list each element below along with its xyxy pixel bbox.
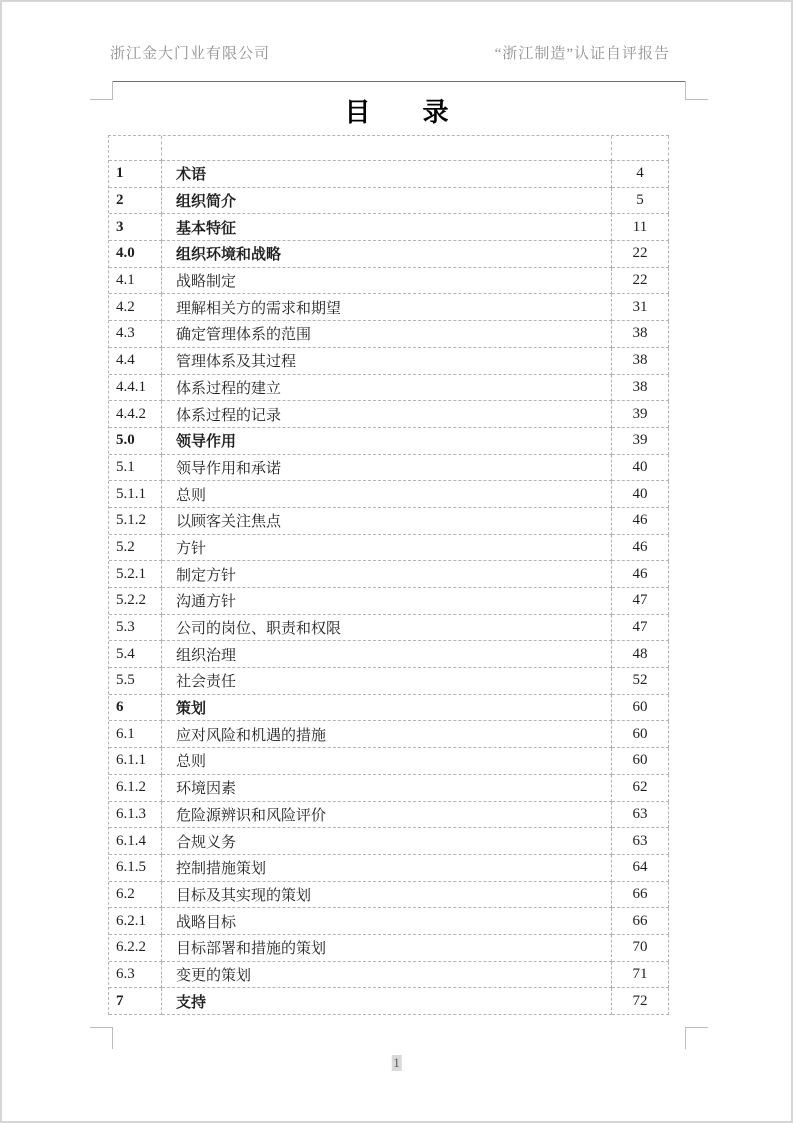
toc-row-page: 64 <box>612 855 669 882</box>
toc-empty-page-cell <box>612 136 669 161</box>
toc-row[interactable] <box>109 695 669 722</box>
toc-row-number: 6.1.3 <box>109 802 162 829</box>
toc-row[interactable] <box>109 188 669 215</box>
toc-row-title: 组织简介 <box>162 188 612 215</box>
margin-mark-bottom-right-icon <box>685 1027 708 1049</box>
toc-row[interactable] <box>109 241 669 268</box>
toc-row-number: 1 <box>109 161 162 188</box>
toc-row[interactable] <box>109 455 669 482</box>
toc-row-title: 社会责任 <box>162 668 612 695</box>
margin-mark-bottom-left-icon <box>90 1027 113 1049</box>
toc-row-title: 目标部署和措施的策划 <box>162 935 612 962</box>
toc-row[interactable] <box>109 428 669 455</box>
toc-row-number: 6.1.2 <box>109 775 162 802</box>
toc-row[interactable] <box>109 775 669 802</box>
toc-row-title: 战略制定 <box>162 268 612 295</box>
toc-row-number: 6.2 <box>109 882 162 909</box>
toc-row-title: 术语 <box>162 161 612 188</box>
toc-row-title: 应对风险和机遇的措施 <box>162 721 612 748</box>
toc-row[interactable] <box>109 882 669 909</box>
toc-row-title: 组织环境和战略 <box>162 241 612 268</box>
toc-row-page: 46 <box>612 535 669 562</box>
toc-row[interactable] <box>109 561 669 588</box>
toc-row-page: 66 <box>612 882 669 909</box>
toc-row-page: 60 <box>612 748 669 775</box>
toc-row-page: 60 <box>612 695 669 722</box>
toc-row[interactable] <box>109 348 669 375</box>
toc-row-page: 11 <box>612 214 669 241</box>
toc-row-title: 公司的岗位、职责和权限 <box>162 615 612 642</box>
toc-row[interactable] <box>109 481 669 508</box>
toc-row-title: 领导作用 <box>162 428 612 455</box>
toc-row-page: 38 <box>612 348 669 375</box>
toc-row-number: 6.2.1 <box>109 908 162 935</box>
toc-row[interactable] <box>109 828 669 855</box>
toc-row-page: 5 <box>612 188 669 215</box>
toc-row[interactable] <box>109 508 669 535</box>
toc-row-number: 6.1.4 <box>109 828 162 855</box>
toc-row-title: 领导作用和承诺 <box>162 455 612 482</box>
toc-row-number: 5.1 <box>109 455 162 482</box>
toc-row-number: 6 <box>109 695 162 722</box>
toc-row-title: 环境因素 <box>162 775 612 802</box>
toc-row[interactable] <box>109 615 669 642</box>
toc-row-number: 5.1.1 <box>109 481 162 508</box>
toc-row[interactable] <box>109 375 669 402</box>
toc-row-page: 52 <box>612 668 669 695</box>
toc-row-number: 6.1.5 <box>109 855 162 882</box>
toc-row[interactable] <box>109 802 669 829</box>
toc-row-page: 47 <box>612 615 669 642</box>
toc-row-title: 理解相关方的需求和期望 <box>162 294 612 321</box>
toc-row-title: 体系过程的记录 <box>162 401 612 428</box>
toc-row-page: 22 <box>612 241 669 268</box>
toc-row-page: 48 <box>612 641 669 668</box>
toc-row-title: 目标及其实现的策划 <box>162 882 612 909</box>
toc-rows <box>109 161 669 1015</box>
toc-row-number: 5.1.2 <box>109 508 162 535</box>
toc-row[interactable] <box>109 748 669 775</box>
toc-row-number: 5.4 <box>109 641 162 668</box>
toc-row-title: 体系过程的建立 <box>162 375 612 402</box>
toc-row-number: 7 <box>109 988 162 1015</box>
toc-row-page: 38 <box>612 375 669 402</box>
toc-row-number: 6.2.2 <box>109 935 162 962</box>
toc-row-title: 总则 <box>162 481 612 508</box>
toc-row[interactable] <box>109 935 669 962</box>
toc-row[interactable] <box>109 294 669 321</box>
toc-row[interactable] <box>109 214 669 241</box>
toc-row[interactable] <box>109 908 669 935</box>
toc-row[interactable] <box>109 721 669 748</box>
toc-row-page: 46 <box>612 508 669 535</box>
toc-row-number: 2 <box>109 188 162 215</box>
toc-row-number: 5.3 <box>109 615 162 642</box>
header-report-title: “浙江制造”认证自评报告 <box>494 46 670 62</box>
toc-row-page: 60 <box>612 721 669 748</box>
toc-row-number: 5.2 <box>109 535 162 562</box>
toc-row[interactable] <box>109 268 669 295</box>
toc-row[interactable] <box>109 401 669 428</box>
toc-row-page: 46 <box>612 561 669 588</box>
toc-row-title: 制定方针 <box>162 561 612 588</box>
toc-row-title: 总则 <box>162 748 612 775</box>
toc-row[interactable] <box>109 588 669 615</box>
toc-row-title: 危险源辨识和风险评价 <box>162 802 612 829</box>
toc-row-title: 支持 <box>162 988 612 1015</box>
toc-row-page: 63 <box>612 828 669 855</box>
toc-row-page: 38 <box>612 321 669 348</box>
header-rule <box>112 81 685 82</box>
header-company-name: 浙江金大门业有限公司 <box>110 46 271 62</box>
toc-row-number: 6.1 <box>109 721 162 748</box>
toc-row-number: 4.4 <box>109 348 162 375</box>
toc-row[interactable] <box>109 321 669 348</box>
page-title: 目 录 <box>344 98 449 127</box>
toc-row-title: 策划 <box>162 695 612 722</box>
toc-row-number: 5.2.2 <box>109 588 162 615</box>
toc-row-number: 5.0 <box>109 428 162 455</box>
toc-row[interactable] <box>109 641 669 668</box>
toc-row-title: 管理体系及其过程 <box>162 348 612 375</box>
toc-row-number: 4.4.1 <box>109 375 162 402</box>
toc-row-page: 4 <box>612 161 669 188</box>
toc-table <box>108 135 669 1015</box>
toc-row[interactable] <box>109 855 669 882</box>
toc-row-page: 72 <box>612 988 669 1015</box>
toc-row[interactable] <box>109 668 669 695</box>
page-number-field: 1 <box>393 1055 400 1070</box>
toc-row-number: 3 <box>109 214 162 241</box>
toc-row-title: 组织治理 <box>162 641 612 668</box>
toc-row-title: 合规义务 <box>162 828 612 855</box>
toc-row-page: 47 <box>612 588 669 615</box>
toc-row-page: 40 <box>612 455 669 482</box>
toc-row-title: 变更的策划 <box>162 962 612 989</box>
toc-row-page: 71 <box>612 962 669 989</box>
toc-row-number: 4.0 <box>109 241 162 268</box>
toc-row[interactable] <box>109 988 669 1015</box>
toc-row[interactable] <box>109 161 669 188</box>
toc-row-number: 4.4.2 <box>109 401 162 428</box>
toc-row-page: 40 <box>612 481 669 508</box>
toc-row-title: 方针 <box>162 535 612 562</box>
toc-row-page: 70 <box>612 935 669 962</box>
toc-row-number: 4.2 <box>109 294 162 321</box>
toc-row-title: 以顾客关注焦点 <box>162 508 612 535</box>
toc-row-page: 62 <box>612 775 669 802</box>
toc-row-number: 4.1 <box>109 268 162 295</box>
toc-row-title: 沟通方针 <box>162 588 612 615</box>
toc-empty-row <box>109 136 669 161</box>
toc-row-title: 基本特征 <box>162 214 612 241</box>
page-header <box>110 42 670 63</box>
toc-row-page: 31 <box>612 294 669 321</box>
toc-row-number: 5.5 <box>109 668 162 695</box>
toc-empty-number-cell <box>109 136 162 161</box>
toc-row[interactable] <box>109 962 669 989</box>
toc-row-title: 战略目标 <box>162 908 612 935</box>
toc-row-page: 63 <box>612 802 669 829</box>
toc-row-number: 4.3 <box>109 321 162 348</box>
toc-row-page: 39 <box>612 428 669 455</box>
toc-row-page: 39 <box>612 401 669 428</box>
toc-empty-title-cell <box>162 136 612 161</box>
toc-row[interactable] <box>109 535 669 562</box>
toc-row-number: 6.3 <box>109 962 162 989</box>
toc-row-number: 5.2.1 <box>109 561 162 588</box>
toc-row-title: 确定管理体系的范围 <box>162 321 612 348</box>
toc-row-number: 6.1.1 <box>109 748 162 775</box>
toc-row-page: 22 <box>612 268 669 295</box>
toc-row-page: 66 <box>612 908 669 935</box>
toc-row-title: 控制措施策划 <box>162 855 612 882</box>
